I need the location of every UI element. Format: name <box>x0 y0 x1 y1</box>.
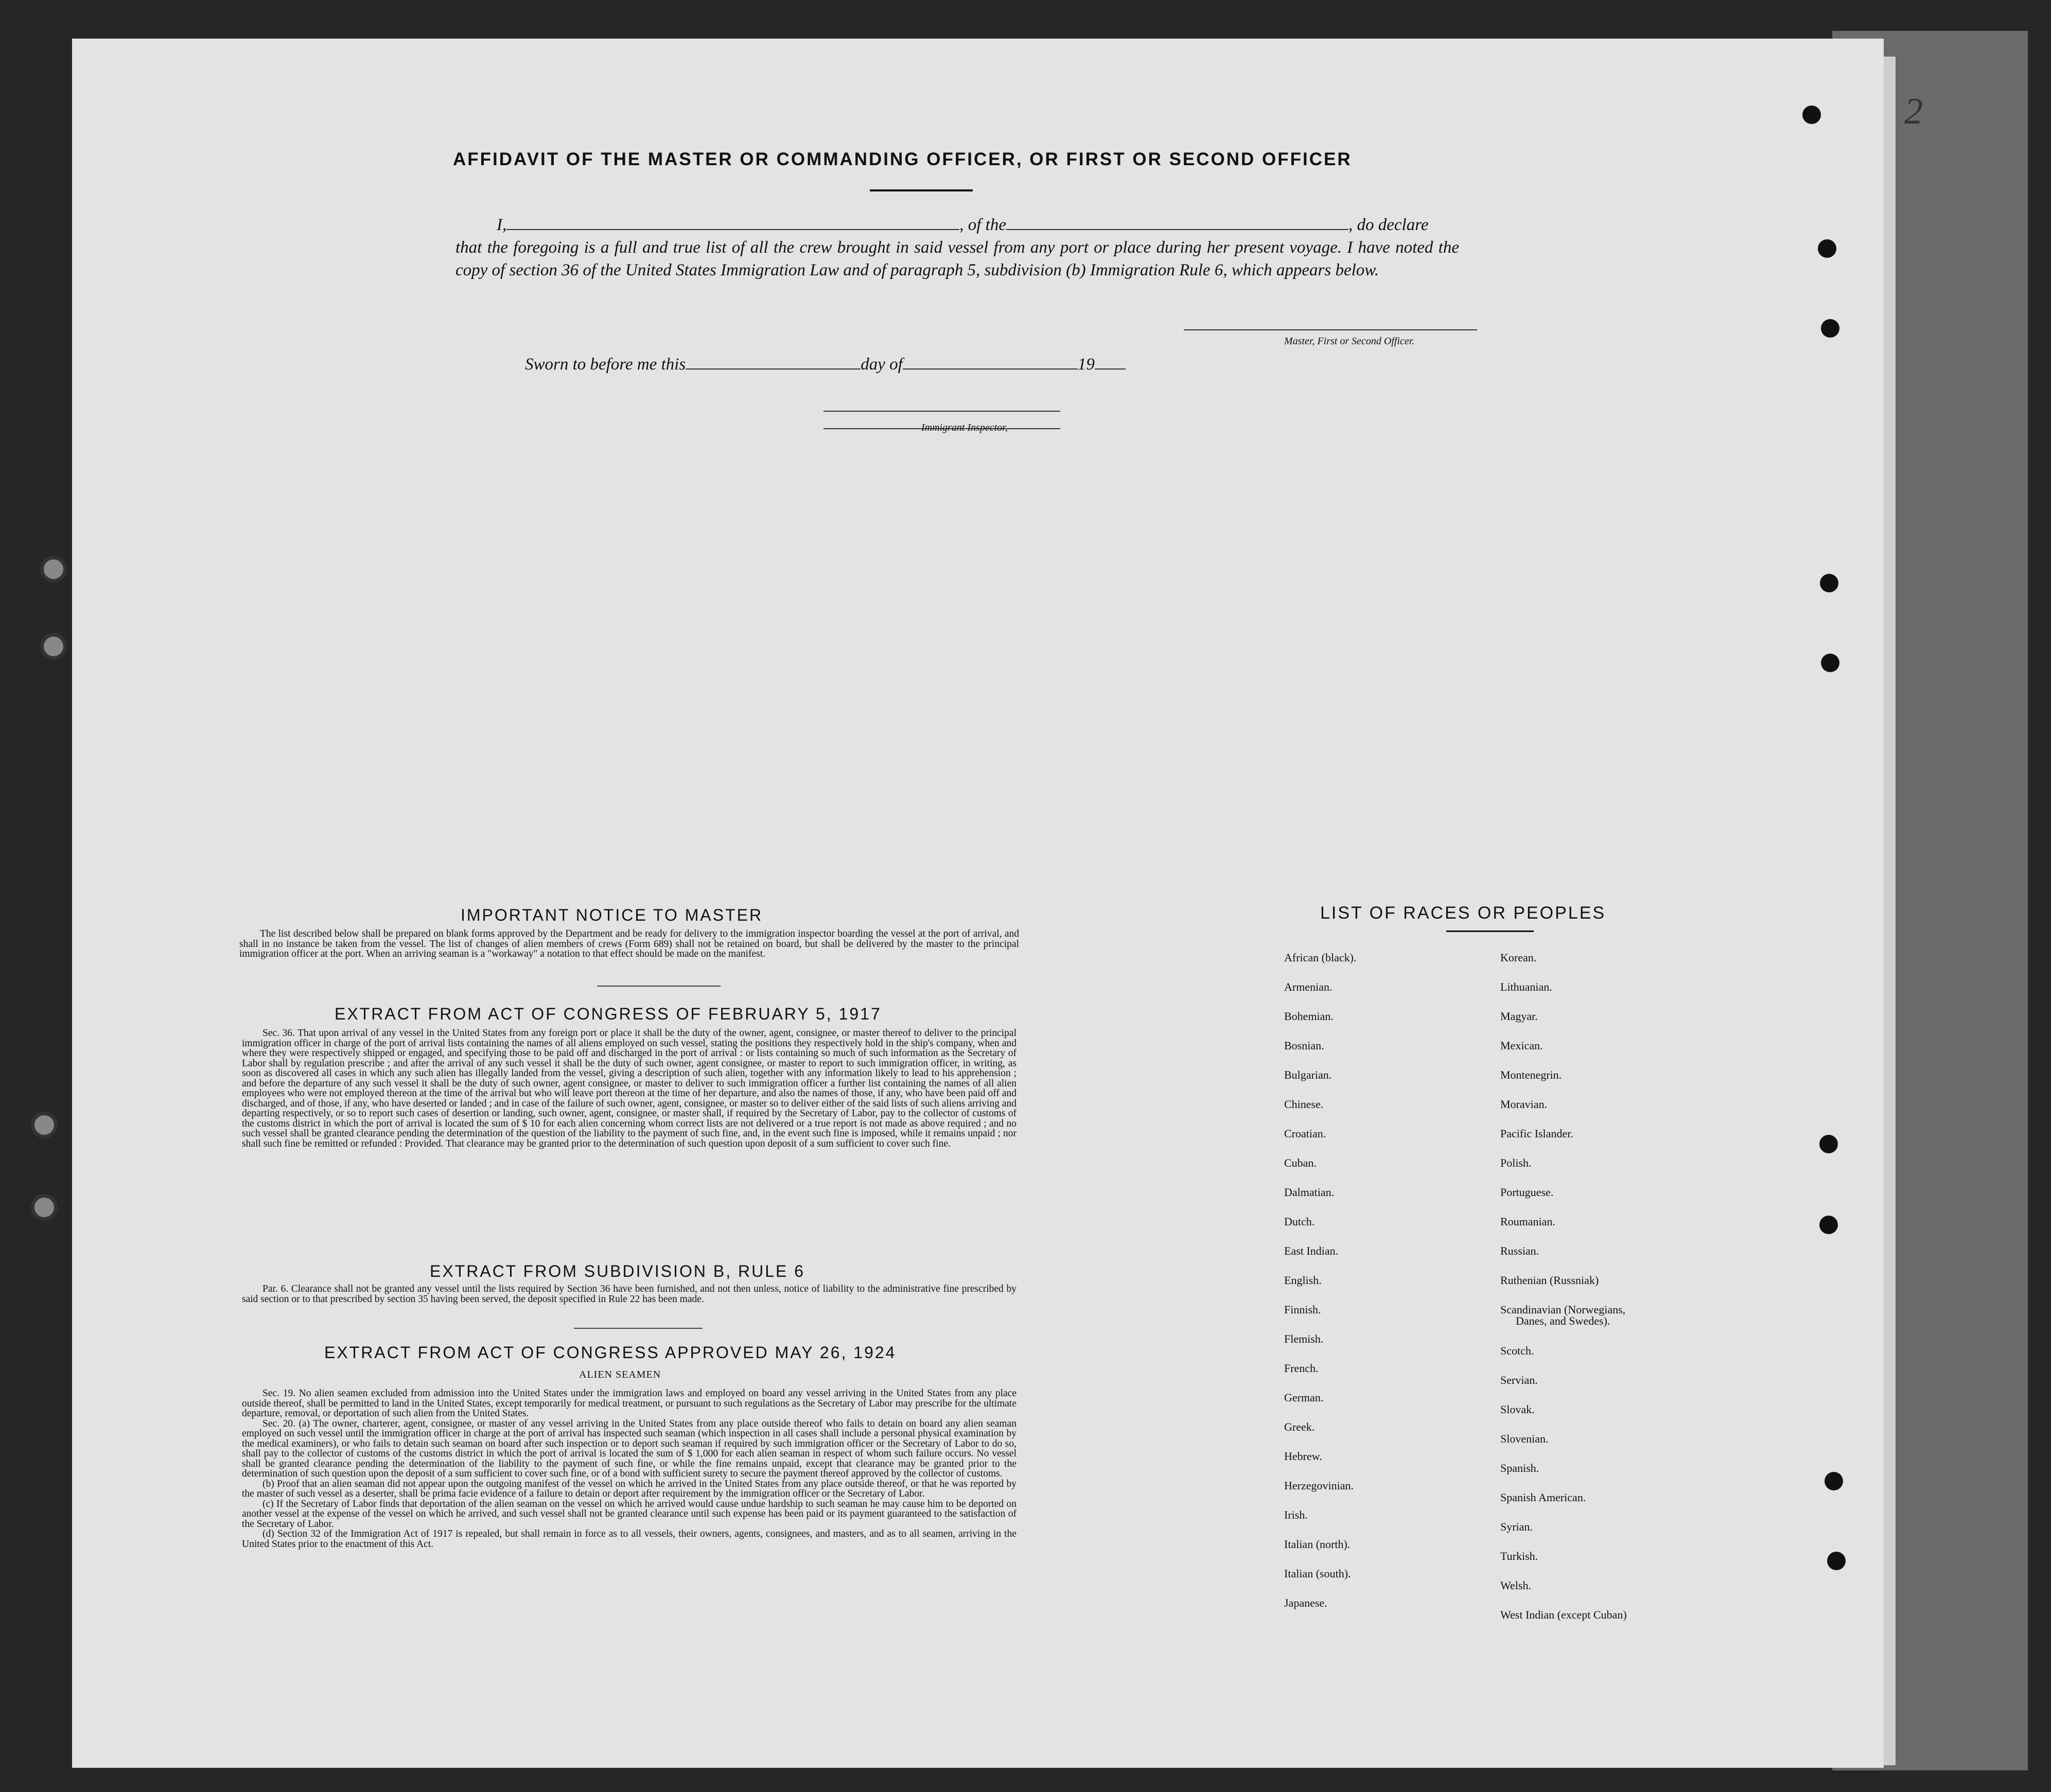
race-item: Bosnian. <box>1284 1039 1324 1052</box>
race-item: West Indian (except Cuban) <box>1500 1608 1627 1621</box>
race-item: Spanish American. <box>1500 1491 1586 1504</box>
race-item: Irish. <box>1284 1508 1308 1521</box>
races-title-underline <box>1446 930 1534 932</box>
race-item: Bohemian. <box>1284 1010 1334 1023</box>
binder-ring <box>31 1112 58 1138</box>
declaration-first-line <box>455 214 1459 236</box>
races-title: LIST OF RACES OR PEOPLES <box>1320 903 1606 923</box>
race-item: Portuguese. <box>1500 1186 1554 1199</box>
section-20c-paragraph: (c) If the Secretary of Labor finds that deportation of the alien seaman on the vessel on which he arrived would cause undue hardship to such seaman he may cause him to be deported on another vessel at the expense of the vessel on which he arrived, and such vessel shall not be granted clearance until such expense has been paid or its payment guaranteed to the satisfaction of the Secretary of Labor. <box>242 1498 1016 1530</box>
affidavit-declaration <box>455 214 1459 282</box>
race-item: Greek. <box>1284 1420 1315 1433</box>
race-item: Russian. <box>1500 1244 1539 1257</box>
race-item: Lithuanian. <box>1500 980 1552 993</box>
paragraph-6: Par. 6. Clearance shall not be granted any vessel until the lists required by Section 36 have been furnished, and not then unless, notice of liability to the administrative fine prescribed by said section or to that prescribed by section 35 having been served, the deposit specified in Rule 22 has been made. <box>242 1284 1016 1305</box>
race-item: Magyar. <box>1500 1010 1538 1023</box>
notice-paragraph: The list described below shall be prepared on blank forms approved by the Department and be ready for delivery to the immigration inspector boarding the vessel at the port of arrival, and shall in no instance be taken from the vessel. The list of changes of alien members of crews (Form 689) shall not be retained on board, but shall be delivered by the master to the principal immigration officer at the port. When an arriving seaman is a "workaway" a notation to that effect should be made on the manifest. <box>239 928 1019 959</box>
race-item: Japanese. <box>1284 1596 1327 1609</box>
race-item: Armenian. <box>1284 980 1333 993</box>
section-19-paragraph: Sec. 19. No alien seamen excluded from admission into the United States under the immigration laws and employed on board any vessel arriving in the United States from any place outside thereof, shall be permitted to land in the United States, except temporarily for medical treatment, or pursuant to such regulations as the Secretary of Labor may prescribe for the ultimate departure, removal, or deportation of such alien from the United States. <box>242 1388 1016 1419</box>
sworn-day-of: day of <box>861 355 903 374</box>
race-item: Ruthenian (Russniak) <box>1500 1274 1599 1287</box>
race-item: Welsh. <box>1500 1579 1531 1592</box>
race-item: Korean. <box>1500 951 1537 964</box>
race-item: Pacific Islander. <box>1500 1127 1573 1140</box>
races-right-column <box>1500 952 1716 1639</box>
race-item: Italian (south). <box>1284 1567 1351 1580</box>
race-item: Spanish. <box>1500 1462 1539 1474</box>
inspector-label: Immigrant Inspector, <box>921 422 1008 433</box>
year-blank <box>1095 368 1126 370</box>
binder-hole <box>1818 239 1836 258</box>
extract-1917-body <box>242 1028 1016 1149</box>
race-item: Montenegrin. <box>1500 1068 1562 1081</box>
race-item: Servian. <box>1500 1374 1538 1386</box>
race-item: Slovak. <box>1500 1403 1535 1416</box>
race-item: Syrian. <box>1500 1520 1533 1533</box>
race-item: Hebrew. <box>1284 1450 1322 1463</box>
binder-hole <box>1802 106 1821 124</box>
binder-ring <box>40 633 67 660</box>
section-20b-paragraph: (b) Proof that an alien seaman did not appear upon the outgoing manifest of the vessel on which he arrived in the United States from any place outside thereof, or that he was reported by the master of such vessel as a deserter, shall be prima facie evidence of a failure to detain or deport after requirement by the immigration officer or the Secretary of Labor. <box>242 1478 1016 1499</box>
declaration-of-the: , of the <box>959 216 1006 234</box>
title-underline <box>870 189 973 191</box>
race-item: Roumanian. <box>1500 1215 1555 1228</box>
notice-body <box>239 929 1019 959</box>
day-blank <box>686 368 861 370</box>
race-item: Turkish. <box>1500 1550 1538 1562</box>
race-item: Dutch. <box>1284 1215 1315 1228</box>
sworn-statement <box>525 355 1126 374</box>
declaration-do-declare: , do declare <box>1348 216 1429 234</box>
race-item: Cuban. <box>1284 1156 1317 1169</box>
race-item-line2: Danes, and Swedes). <box>1516 1314 1610 1327</box>
race-item: Moravian. <box>1500 1098 1548 1111</box>
race-item: Italian (north). <box>1284 1538 1351 1551</box>
section-20a-paragraph: Sec. 20. (a) The owner, charterer, agent, consignee, or master of any vessel arriving in the United States from any place outside thereof who fails to detain on board any alien seaman employed on such vessel until the immigration officer in charge at the port of arrival has inspected such seaman (which inspection in all cases shall include a personal physical examination by the medical examiners), or who fails to detain such seaman on board after such inspection or to deport such seaman if required by such immigration officer or the Secretary of Labor to do so, shall pay to the collector of customs of the customs district in which the port of arrival is located the sum of $ 1,000 for each alien seaman in respect of whom such failure occurs. No vessel shall be granted clearance pending the determination of the liability to the payment of such fine, or while the fine remains unpaid, except that clearance may be granted prior to the determination of such question upon the deposit of a sum sufficient to cover such fine, or of a bond with sufficient surety to secure the payment thereof approved by the collector of customs. <box>242 1418 1016 1479</box>
declaration-body: that the foregoing is a full and true list of all the crew brought in said vessel from any port or place during her present voyage. I have noted the copy of section 36 of the United States Immigration Law and of paragraph 5, subdivision (b) Immigration Rule 6, which appears below. <box>455 238 1459 279</box>
race-item: Bulgarian. <box>1284 1068 1332 1081</box>
notice-title: IMPORTANT NOTICE TO MASTER <box>461 906 763 924</box>
affidavit-title: AFFIDAVIT OF THE MASTER OR COMMANDING OFFICER, OR FIRST OR SECOND OFFICER <box>453 149 1352 169</box>
master-signature-label: Master, First or Second Officer. <box>1284 336 1415 347</box>
race-item: Polish. <box>1500 1156 1532 1169</box>
extract-rule6-title: EXTRACT FROM SUBDIVISION B, RULE 6 <box>430 1262 805 1280</box>
binder-hole <box>1825 1472 1843 1490</box>
extract-1924-title: EXTRACT FROM ACT OF CONGRESS APPROVED MAY 26, 1924 <box>324 1343 897 1362</box>
race-item: Slovenian. <box>1500 1432 1549 1445</box>
section-20d-paragraph: (d) Section 32 of the Immigration Act of 1917 is repealed, but shall remain in force as to all vessels, their owners, agents, consignees, and masters, and as to all seamen, arriving in the United States prior to the enactment of this Act. <box>242 1529 1016 1550</box>
race-item-scandinavian <box>1500 1304 1716 1345</box>
name-blank <box>506 229 959 230</box>
alien-seamen-heading: ALIEN SEAMEN <box>579 1369 661 1380</box>
race-item: Herzegovinian. <box>1284 1479 1354 1492</box>
race-item: African (black). <box>1284 951 1357 964</box>
race-item: Mexican. <box>1500 1039 1543 1052</box>
extract-rule6-body <box>242 1284 1016 1304</box>
race-item: French. <box>1284 1362 1319 1375</box>
binder-hole <box>1827 1552 1846 1570</box>
vessel-blank <box>1006 229 1348 230</box>
extract-1917-title: EXTRACT FROM ACT OF CONGRESS OF FEBRUARY 5, 1917 <box>335 1005 882 1023</box>
declaration-i: I, <box>497 216 507 234</box>
binder-hole <box>1819 1135 1838 1153</box>
race-item: Scotch. <box>1500 1344 1534 1357</box>
race-item: East Indian. <box>1284 1244 1339 1257</box>
sworn-prefix: Sworn to before me this <box>525 355 686 374</box>
race-item: Chinese. <box>1284 1098 1324 1111</box>
section-rule <box>597 986 721 987</box>
binder-hole <box>1819 1216 1838 1234</box>
race-item-line1: Scandinavian (Norwegians, <box>1500 1303 1626 1316</box>
section-36-paragraph: Sec. 36. That upon arrival of any vessel in the United States from any foreign port or place it shall be the duty of the owner, agent, consignee, or master thereof to deliver to the principal immigration officer in charge of the port of arrival lists containing the names of all aliens employed on such vessel, stating the positions they respectively hold in the ship's company, when and where they were respectively shipped or engaged, and specifying those to be paid off and discharged in the port of arrival : or lists containing so much of such information as the Secretary of Labor shall by regulation prescribe ; and after the arrival of any such vessel it shall be the duty of such owner, agent consignee, or master to report to such immigration officer, in writing, as soon as discovered all cases in which any such alien has illegally landed from the vessel, giving a description of such alien, together with any information likely to lead to his apprehension ; and before the departure of any such vessel it shall be the duty of such owner, agent consignee, or master to deliver to such immigration officer a further list containing the names of all alien employees who were not employed thereon at the time of the arrival but who will leave port thereon at the time of her departure, and also the names of those, if any, who have been paid off and discharged, and of those, if any, who have deserted or landed ; and in case of the failure of such owner, agent, consignee, or master so to deliver either of the said lists of such aliens arriving and departing respectively, or so to report such cases of desertion or landing, such owner, agent, consignee, or master shall, if required by the Secretary of Labor, pay to the collector of customs of the customs district in which the port of arrival is located the sum of $ 10 for each alien concerning whom correct lists are not delivered or a true report is not made as above required ; and no such vessel shall be granted clearance pending the determination of the question of the liability to the payment of such fine, and, in the event such fine is imposed, while it remains unpaid ; nor shall such fine be remitted or refunded : Provided. That clearance may be granted prior to the determination of such question upon deposit of a sum sufficient to cover such fine. <box>242 1028 1016 1149</box>
master-signature-line <box>1184 329 1477 330</box>
month-blank <box>903 368 1078 370</box>
inspector-signature-line <box>823 411 1060 412</box>
races-left-column <box>1284 952 1356 1627</box>
extract-1924-body <box>242 1389 1016 1549</box>
binder-ring <box>31 1194 58 1221</box>
race-item: Flemish. <box>1284 1332 1324 1345</box>
race-item: Finnish. <box>1284 1303 1321 1316</box>
race-item: German. <box>1284 1391 1324 1404</box>
race-item: Dalmatian. <box>1284 1186 1335 1199</box>
sworn-year: 19 <box>1077 355 1095 374</box>
binder-ring <box>40 556 67 583</box>
binder-hole <box>1821 319 1839 338</box>
binder-hole <box>1820 574 1838 592</box>
section-rule <box>574 1328 703 1329</box>
handwritten-page-number: 2 <box>1904 91 1923 132</box>
race-item: English. <box>1284 1274 1322 1287</box>
binder-hole <box>1821 654 1839 672</box>
race-item: Croatian. <box>1284 1127 1326 1140</box>
